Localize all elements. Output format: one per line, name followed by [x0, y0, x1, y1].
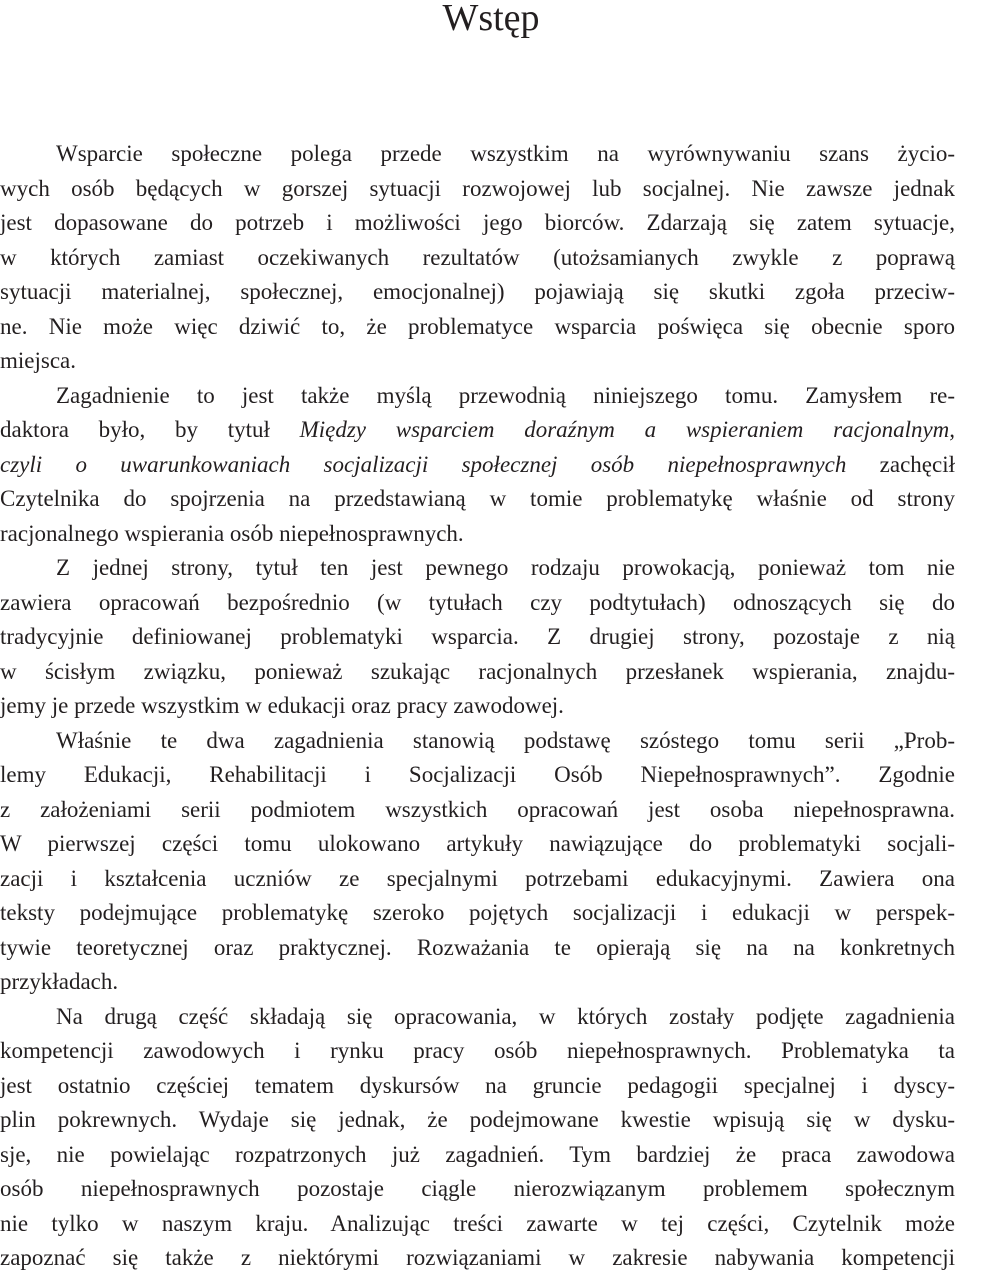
- text-line: Z jednej strony, tytuł ten jest pewnego rodzaju prowokacją, ponieważ tom nie: [56, 555, 955, 580]
- page-title: Wstęp: [442, 0, 540, 39]
- text-line: Właśnie te dwa zagadnienia stanowią podstawę szóstego tomu serii „Prob-: [56, 727, 955, 753]
- text-fragment: daktora było, by tytuł: [0, 417, 300, 442]
- text-line: zawiera opracowań bezpośrednio (w tytułach czy podtytułach) odnoszących się do: [0, 589, 955, 615]
- text-line: lemy Edukacji, Rehabilitacji i Socjalizacji Osób Niepełnosprawnych”. Zgodnie: [0, 762, 955, 787]
- text-line: w których zamiast oczekiwanych rezultatów (utożsamianych zwykle z poprawą: [0, 244, 955, 270]
- text-line: zacji i kształcenia uczniów ze specjalnymi potrzebami edukacyjnymi. Zawiera ona: [0, 865, 955, 891]
- text-line: w ścisłym związku, ponieważ szukając racjonalnych przesłanek wspierania, znajdu-: [0, 658, 955, 684]
- italic-title-fragment: czyli o uwarunkowaniach socjalizacji społecznej osób niepełnosprawnych: [0, 451, 847, 477]
- text-line: W pierwszej części tomu ulokowano artykuły nawiązujące do problematyki socjali-: [0, 831, 955, 856]
- text-line: jest ostatnio częściej tematem dyskursów na gruncie pedagogii specjalnej i dyscy-: [0, 1072, 955, 1098]
- text-line: osób niepełnosprawnych pozostaje ciągle nierozwiązanym problemem społecznym: [0, 1176, 955, 1201]
- text-line: jemy je przede wszystkim w edukacji oraz pracy zawodowej.: [0, 693, 564, 718]
- text-line: nie tylko w naszym kraju. Analizując treści zawarte w tej części, Czytelnik może: [0, 1210, 955, 1236]
- text-line: kompetencji zawodowych i rynku pracy osób niepełnosprawnych. Problematyka ta: [0, 1038, 955, 1063]
- italic-title-fragment: Między wsparciem doraźnym a wspieraniem racjonalnym,: [299, 417, 955, 442]
- text-line: jest dopasowane do potrzeb i możliwości jego biorców. Zdarzają się zatem sytuacje,: [0, 210, 955, 235]
- text-line: [0, 448, 955, 483]
- text-line: przykładach.: [0, 969, 119, 994]
- text-line: tywie teoretycznej oraz praktycznej. Rozważania te opierają się na na konkretnych: [0, 934, 955, 960]
- text-line: Wsparcie społeczne polega przede wszystkim na wyrównywaniu szans życio-: [56, 141, 955, 166]
- text-line: tradycyjnie definiowanej problematyki wsparcia. Z drugiej strony, pozostaje z nią: [0, 624, 955, 649]
- text-fragment: zachęcił: [846, 451, 955, 477]
- text-line: zapoznać się także z niektórymi rozwiązaniami w zakresie nabywania kompetencji: [0, 1245, 955, 1270]
- text-line: Na drugą część składają się opracowania, w których zostały podjęte zagadnienia: [56, 1003, 955, 1029]
- text-line: sytuacji materialnej, społecznej, emocjonalnej) pojawiają się skutki zgoła przeciw-: [0, 279, 955, 304]
- text-line: sje, nie powielając rozpatrzonych już zagadnień. Tym bardziej że praca zawodowa: [0, 1141, 955, 1167]
- text-line: teksty podejmujące problematykę szeroko pojętych socjalizacji i edukacji w perspek-: [0, 900, 955, 925]
- text-line: Zagadnienie to jest także myślą przewodnią niniejszego tomu. Zamysłem re-: [56, 382, 955, 408]
- text-line: plin pokrewnych. Wydaje się jednak, że podejmowane kwestie wpisują się w dysku-: [0, 1107, 955, 1132]
- text-line: miejsca.: [0, 348, 76, 373]
- text-line: wych osób będących w gorszej sytuacji rozwojowej lub socjalnej. Nie zawsze jednak: [0, 175, 955, 201]
- text-line: ne. Nie może więc dziwić to, że problematyce wsparcia poświęca się obecnie sporo: [0, 313, 955, 339]
- text-line: z założeniami serii podmiotem wszystkich opracowań jest osoba niepełnosprawna.: [0, 796, 955, 822]
- text-line: [0, 413, 955, 448]
- text-line: racjonalnego wspierania osób niepełnosprawnych.: [0, 520, 464, 546]
- body-text: [0, 137, 955, 1276]
- text-line: Czytelnika do spojrzenia na przedstawianą w tomie problematykę właśnie od strony: [0, 486, 955, 511]
